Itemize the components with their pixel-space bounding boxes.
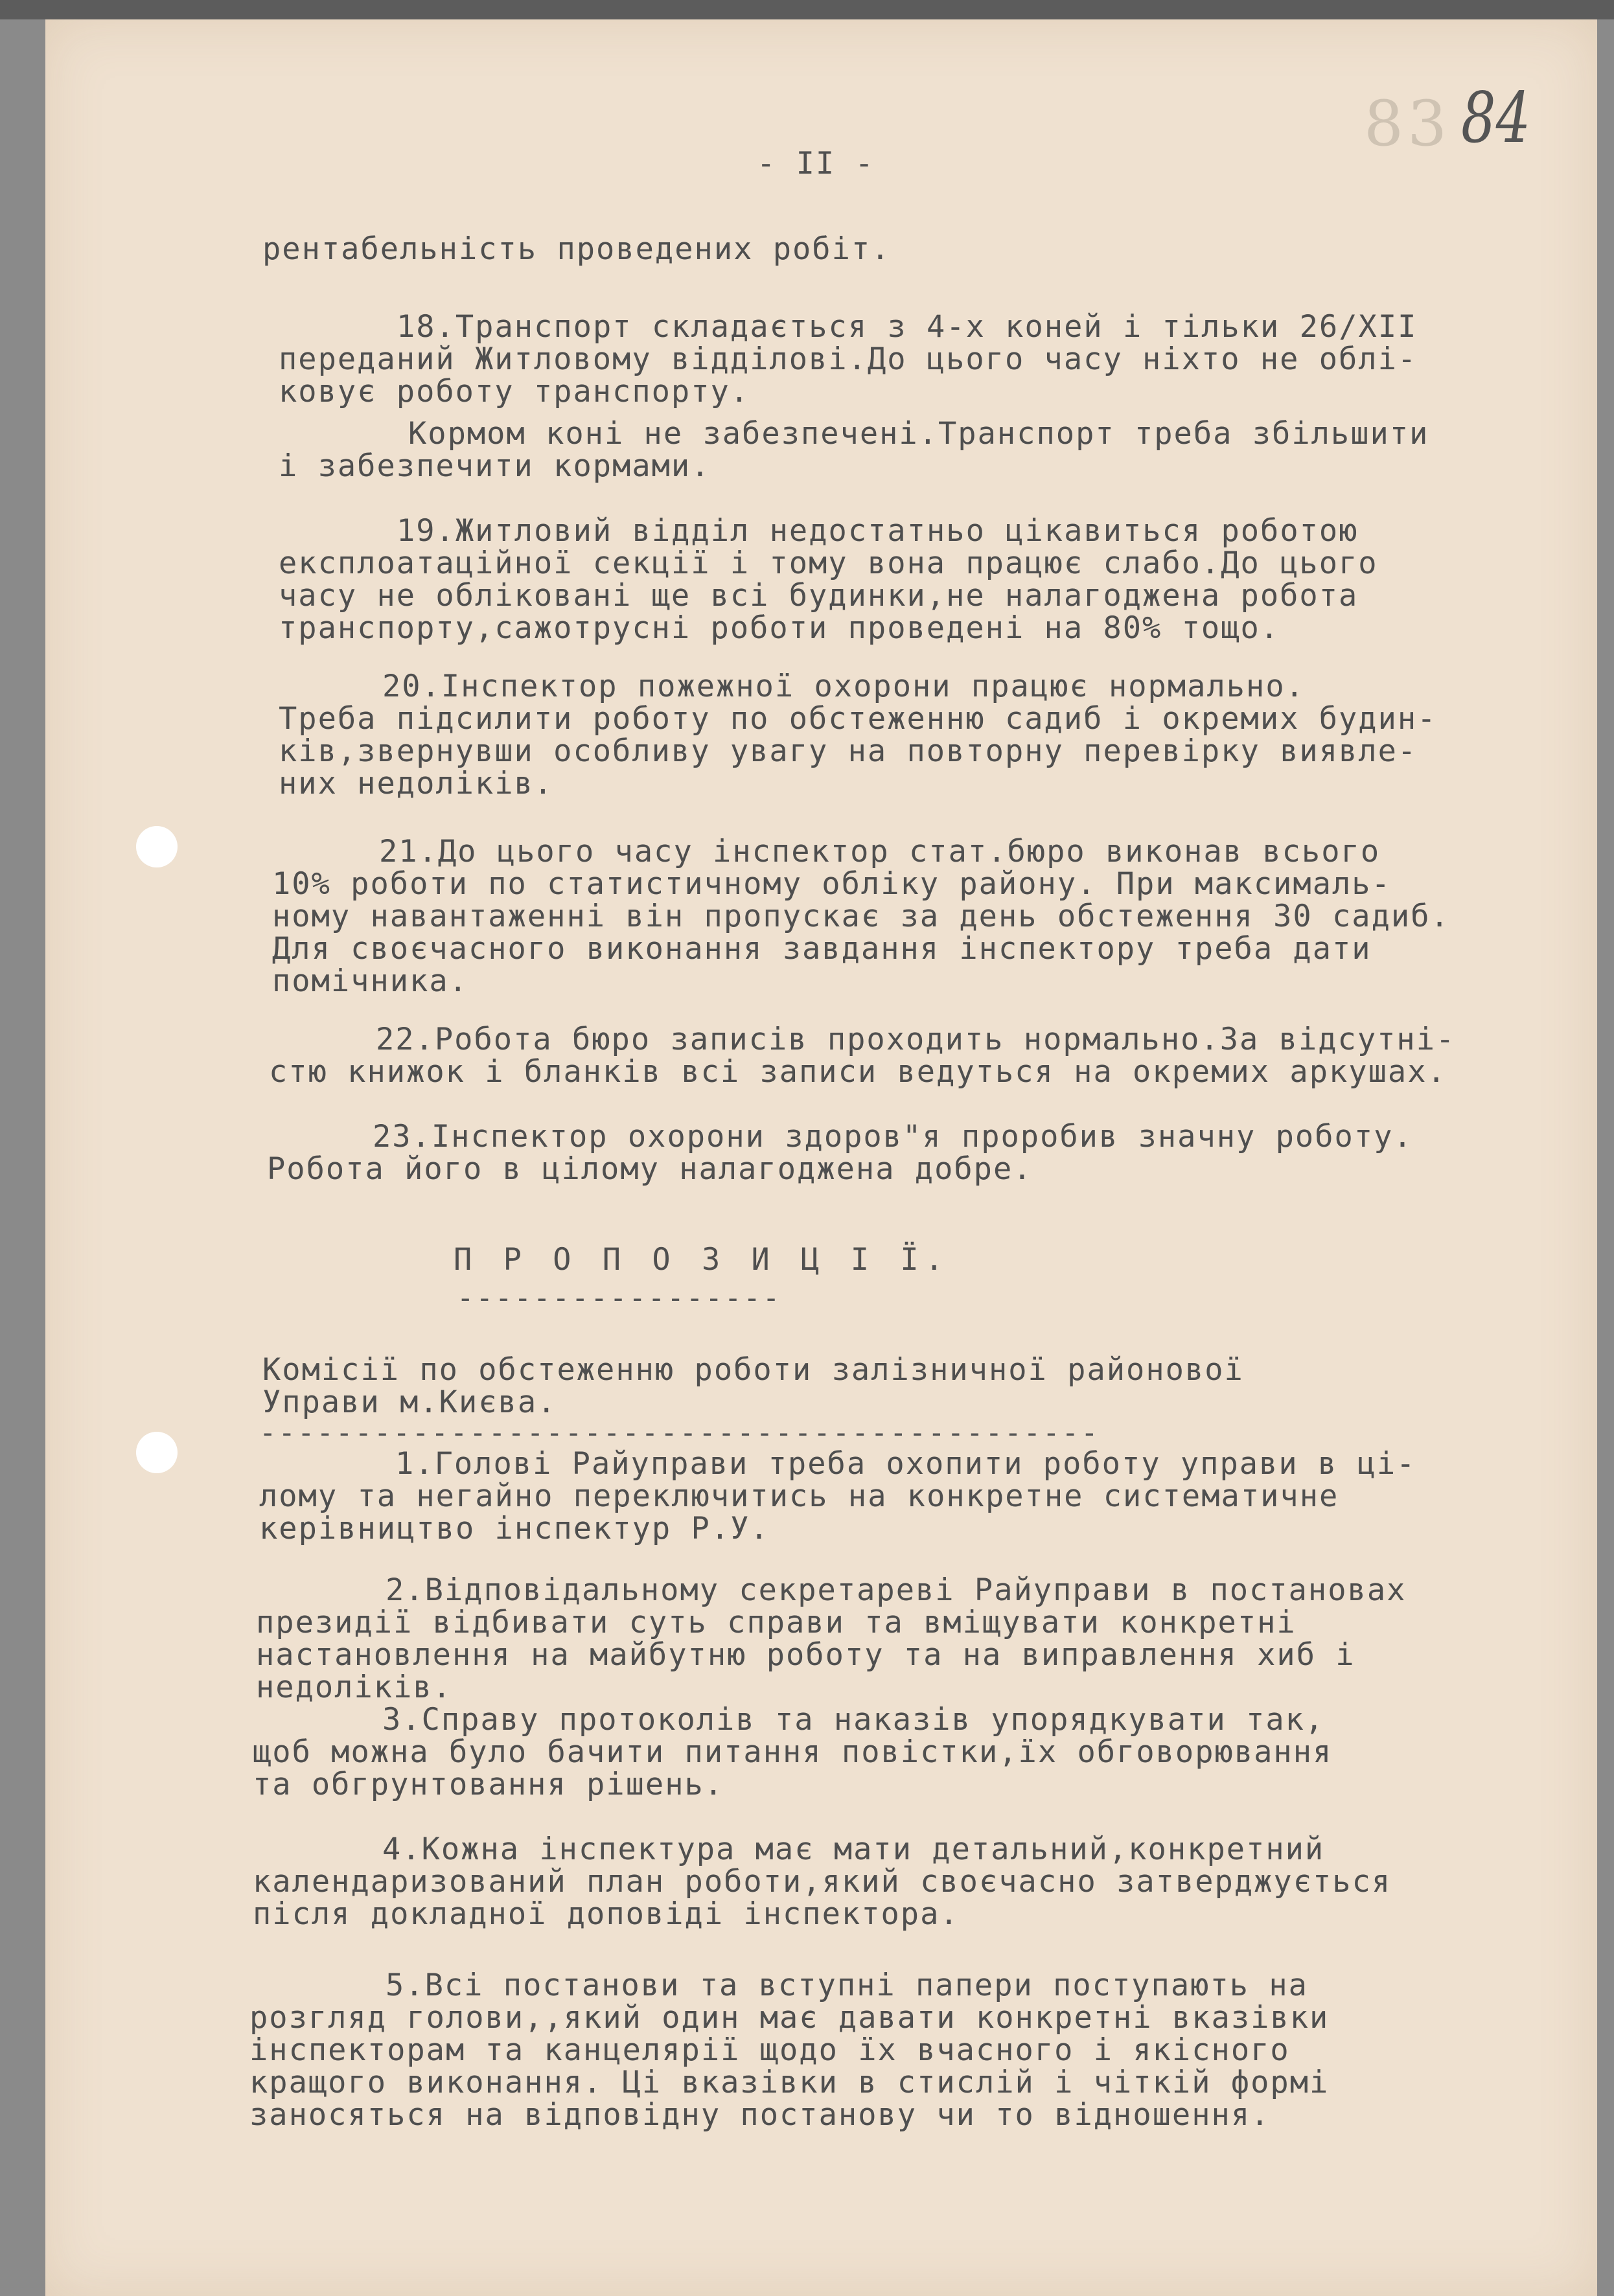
paragraph-21-line: Для своєчасного виконання завдання інспектору треба дати	[272, 931, 1372, 967]
heading-underline: -----------------	[457, 1281, 782, 1314]
paragraph-22-line: стю книжок і бланків всі записи ведуться на окремих аркушах.	[269, 1054, 1447, 1090]
proposal-2-line: 2.Відповідальному секретареві Райуправи в постановах	[386, 1572, 1407, 1608]
proposal-2-line: недоліків.	[256, 1670, 452, 1705]
paragraph-23-line: 23.Інспектор охорони здоров"я проробив значну роботу.	[373, 1119, 1413, 1154]
proposal-2-line: настановлення на майбутню роботу та на виправлення хиб і	[256, 1637, 1355, 1673]
proposal-5-line: 5.Всі постанови та вступні папери поступають на	[386, 1968, 1308, 2003]
proposal-3-line: та обгрунтовання рішень.	[253, 1767, 724, 1802]
paragraph-18-line: 18.Транспорт складається з 4-х коней і тільки 26/XII	[397, 309, 1418, 345]
paragraph-20-line: них недоліків.	[279, 766, 554, 801]
proposal-5-line: розгляд голови,,який один має давати конкретні вказівки	[249, 2000, 1330, 2036]
paragraph-18-line: і забезпечити кормами.	[279, 448, 711, 484]
paragraph-19-line: 19.Житловий відділ недостатньо цікавиться роботою	[397, 513, 1359, 549]
archive-number: 84	[1461, 78, 1531, 159]
paragraph-19-line: транспорту,сажотрусні роботи проведені на 80% тощо.	[279, 610, 1280, 646]
proposal-5-line: інспекторам та канцелярії щодо їх вчасного і якісного	[249, 2032, 1290, 2068]
subheading-underline: --------------------------------------------	[259, 1416, 1100, 1449]
proposal-3-line: щоб можна було бачити питання повістки,їх обговорювання	[253, 1734, 1333, 1770]
paragraph-21-line: ному навантаженні він пропускає за день обстеження 30 садиб.	[272, 899, 1450, 934]
proposals-subheading-line: Комісії по обстеженню роботи залізничної районової	[262, 1352, 1244, 1388]
paragraph-20-line: Треба підсилити роботу по обстеженню садиб і окремих будин-	[279, 701, 1437, 737]
proposal-4-line: після докладної доповіді інспектора.	[253, 1896, 960, 1932]
paragraph-19-line: експлоатаційної секції і тому вона працює слабо.До цього	[279, 545, 1378, 581]
punch-hole	[136, 1432, 178, 1473]
paragraph-21-line: помічника.	[272, 963, 468, 999]
continuation-line: рентабельність проведених робіт.	[262, 231, 891, 267]
proposal-1-line: лому та негайно переключитись на конкретне систематичне	[259, 1478, 1339, 1514]
paragraph-21-line: 21.До цього часу інспектор стат.бюро виконав всього	[379, 834, 1381, 869]
proposal-4-line: календаризований план роботи,який своєчасно затверджується	[253, 1864, 1392, 1900]
paragraph-18-line: ковує роботу транспорту.	[279, 374, 750, 409]
archive-number-old: 83	[1364, 87, 1451, 160]
proposals-subheading-line: Управи м.Києва.	[262, 1384, 557, 1420]
paragraph-18-line: переданий Житловому відділові.До цього часу ніхто не облі-	[279, 341, 1418, 377]
paragraph-21-line: 10% роботи по статистичному обліку району. При максималь-	[272, 866, 1391, 902]
proposal-1-line: керівництво інспектур Р.У.	[259, 1511, 770, 1546]
paragraph-22-line: 22.Робота бюро записів проходить нормально.За відсутні-	[376, 1022, 1456, 1057]
proposal-5-line: кращого виконання. Ці вказівки в стислій і чіткій формі	[249, 2065, 1330, 2100]
paragraph-18-line: Кормом коні не забезпечені.Транспорт треба збільшити	[408, 416, 1429, 452]
page-number: - II -	[757, 146, 875, 181]
proposal-4-line: 4.Кожна інспектура має мати детальний,конкретний	[382, 1831, 1325, 1867]
proposals-heading: П Р О П О З И Ц І Ї.	[454, 1242, 950, 1278]
punch-hole	[136, 826, 178, 867]
paragraph-23-line: Робота його в цілому налагоджена добре.	[267, 1151, 1033, 1187]
proposal-5-line: заносяться на відповідну постанову чи то відношення.	[249, 2097, 1271, 2133]
scan-top-edge	[0, 0, 1614, 19]
paragraph-19-line: часу не обліковані ще всі будинки,не налагоджена робота	[279, 578, 1359, 614]
proposal-3-line: 3.Справу протоколів та наказів упорядкувати так,	[382, 1702, 1325, 1738]
proposal-1-line: 1.Голові Райуправи треба охопити роботу управи в ці-	[395, 1446, 1416, 1482]
proposal-2-line: президії відбивати суть справи та вміщувати конкретні	[256, 1605, 1297, 1640]
paragraph-20-line: ків,звернувши особливу увагу на повторну перевірку виявле-	[279, 733, 1418, 769]
paragraph-20-line: 20.Інспектор пожежної охорони працює нормально.	[382, 669, 1305, 704]
